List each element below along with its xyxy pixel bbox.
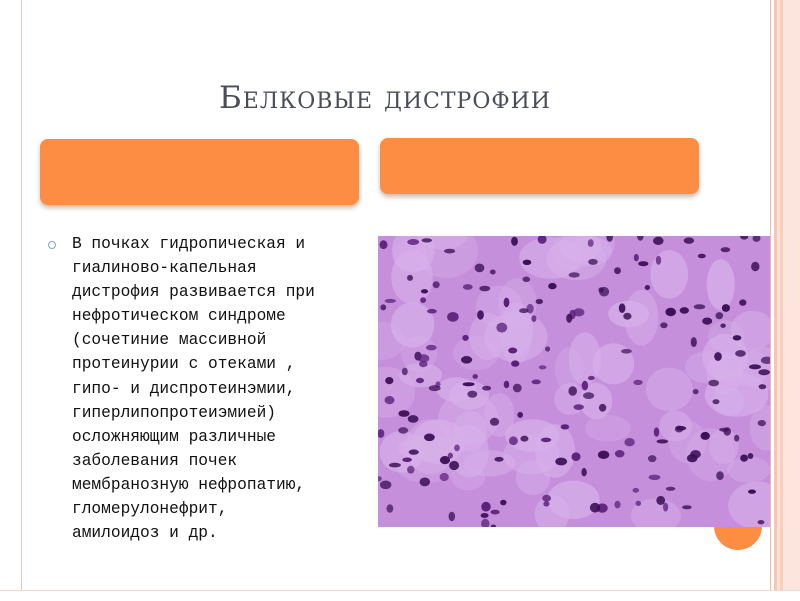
- cell-nucleus: [513, 384, 522, 393]
- cell-nucleus: [477, 310, 484, 319]
- cell-cytoplasm: [484, 393, 514, 437]
- cell-nucleus: [698, 254, 706, 259]
- cell-nucleus: [656, 439, 668, 443]
- cell-nucleus: [517, 412, 523, 418]
- cell-nucleus: [588, 239, 594, 247]
- orange-tab-right: [380, 138, 699, 194]
- cell-nucleus: [500, 500, 506, 506]
- cell-nucleus: [624, 438, 634, 446]
- cell-nucleus: [649, 475, 661, 480]
- cell-nucleus: [398, 427, 408, 434]
- cell-nucleus: [721, 247, 731, 252]
- cell-cytoplasm: [650, 250, 688, 299]
- cell-nucleus: [583, 392, 594, 399]
- histology-image: [378, 236, 770, 527]
- bullet-text: В почках гидропическая и гиалиново-капельная дистрофия развивается при нефротическом синдроме (сочетиние массивной протеинурии с отеками , гипо- и диспротеинэмии, гиперлипопротеиэмией) осложняющим различные заболевания почек мембранозную нефропатию, гломерулонефрит, амилоидоз и др.: [72, 235, 315, 543]
- cell-nucleus: [665, 308, 676, 316]
- cell-nucleus: [653, 237, 664, 245]
- cell-nucleus: [572, 452, 581, 461]
- cell-nucleus: [463, 382, 475, 386]
- cell-nucleus: [385, 396, 395, 404]
- cell-nucleus: [519, 308, 528, 313]
- cell-nucleus: [504, 381, 510, 389]
- cell-nucleus: [481, 513, 489, 518]
- cell-nucleus: [419, 361, 428, 367]
- orange-tab-left: [40, 139, 359, 205]
- cell-nucleus: [409, 449, 419, 454]
- cell-nucleus: [566, 314, 572, 323]
- cell-nucleus: [722, 304, 730, 312]
- cell-nucleus: [494, 457, 503, 462]
- cell-nucleus: [682, 505, 692, 509]
- cell-nucleus: [749, 364, 761, 369]
- cell-cytoplasm: [391, 302, 435, 347]
- cell-nucleus: [633, 380, 642, 385]
- cell-nucleus: [734, 435, 739, 442]
- cell-nucleus: [479, 286, 490, 292]
- frame-left-line: [21, 0, 22, 600]
- cell-nucleus: [387, 504, 394, 513]
- cell-nucleus: [420, 478, 431, 487]
- cell-nucleus: [675, 426, 683, 433]
- cell-nucleus: [539, 365, 547, 369]
- cell-nucleus: [531, 315, 536, 322]
- cell-nucleus: [429, 385, 441, 391]
- cell-nucleus: [462, 335, 468, 341]
- frame-right-stripes: [768, 0, 800, 600]
- cell-nucleus: [447, 312, 459, 322]
- cell-nucleus: [440, 456, 450, 464]
- cell-nucleus: [634, 254, 639, 261]
- cell-nucleus: [490, 270, 496, 275]
- cell-nucleus: [407, 239, 419, 245]
- cell-nucleus: [511, 237, 518, 246]
- cell-nucleus: [420, 297, 426, 303]
- cell-nucleus: [614, 501, 620, 509]
- cell-nucleus: [555, 458, 567, 466]
- cell-nucleus: [687, 454, 698, 462]
- cell-nucleus: [735, 350, 746, 357]
- cell-nucleus: [509, 436, 518, 445]
- cell-nucleus: [380, 304, 386, 310]
- cell-nucleus: [568, 386, 577, 396]
- cell-nucleus: [614, 267, 621, 274]
- slide-title: Белковые дистрофии: [218, 80, 552, 116]
- cell-nucleus: [440, 473, 449, 481]
- cell-nucleus: [716, 312, 724, 319]
- cell-nucleus: [740, 455, 748, 462]
- cell-cytoplasm: [707, 259, 735, 310]
- cell-nucleus: [719, 428, 729, 432]
- cell-nucleus: [449, 461, 459, 470]
- cell-nucleus: [402, 458, 412, 463]
- cell-nucleus: [496, 323, 507, 333]
- cell-nucleus: [541, 438, 551, 443]
- cell-nucleus: [490, 418, 499, 426]
- cell-nucleus: [621, 349, 632, 354]
- cell-cytoplasm: [476, 286, 523, 328]
- cell-nucleus: [416, 378, 424, 383]
- cell-nucleus: [407, 275, 413, 281]
- cell-cytoplasm: [516, 460, 550, 495]
- cell-cytoplasm: [646, 368, 693, 412]
- cell-nucleus: [581, 468, 586, 476]
- cell-nucleus: [666, 487, 676, 491]
- cell-nucleus: [449, 512, 456, 521]
- cell-nucleus: [422, 238, 433, 242]
- cell-nucleus: [708, 380, 719, 387]
- cell-nucleus: [680, 307, 689, 314]
- cell-nucleus: [759, 384, 767, 389]
- cell-nucleus: [408, 415, 419, 423]
- cell-nucleus: [461, 356, 472, 364]
- cell-nucleus: [491, 510, 500, 515]
- cell-nucleus: [582, 381, 588, 391]
- cell-nucleus: [407, 466, 414, 474]
- cell-nucleus: [402, 368, 408, 376]
- cell-nucleus: [660, 322, 667, 328]
- cell-nucleus: [702, 318, 712, 325]
- cell-nucleus: [733, 335, 742, 340]
- cell-nucleus: [424, 434, 435, 442]
- cell-nucleus: [751, 262, 759, 271]
- cell-nucleus: [523, 277, 531, 283]
- cell-nucleus: [380, 240, 388, 249]
- cell-nucleus: [720, 324, 725, 328]
- cell-nucleus: [545, 346, 550, 351]
- cell-nucleus: [714, 352, 722, 361]
- cell-nucleus: [648, 455, 656, 462]
- cell-nucleus: [389, 463, 401, 468]
- cell-nucleus: [511, 360, 519, 366]
- cell-nucleus: [481, 502, 490, 512]
- cell-nucleus: [656, 496, 665, 505]
- cell-nucleus: [758, 369, 770, 375]
- cell-cytoplasm: [555, 348, 583, 392]
- bullet-circle-icon: [48, 241, 56, 249]
- cell-nucleus: [619, 303, 626, 313]
- cell-nucleus: [598, 287, 603, 292]
- cell-nucleus: [385, 299, 396, 303]
- cell-nucleus: [548, 283, 556, 289]
- cell-nucleus: [427, 309, 437, 314]
- cell-nucleus: [473, 374, 478, 379]
- cell-cytoplasm: [585, 415, 631, 442]
- cell-nucleus: [520, 436, 528, 442]
- histology-micrograph: [378, 236, 770, 527]
- cell-nucleus: [691, 337, 697, 347]
- cell-nucleus: [599, 404, 606, 412]
- cell-nucleus: [615, 450, 625, 457]
- cell-nucleus: [590, 503, 600, 513]
- cell-nucleus: [638, 261, 648, 266]
- cell-nucleus: [463, 284, 473, 290]
- cell-nucleus: [588, 376, 595, 380]
- cell-nucleus: [561, 424, 570, 429]
- cell-nucleus: [684, 237, 694, 243]
- cell-nucleus: [380, 481, 391, 490]
- cell-nucleus: [623, 313, 631, 320]
- cell-nucleus: [482, 386, 491, 391]
- cell-nucleus: [588, 259, 598, 265]
- cell-nucleus: [532, 380, 541, 385]
- cell-nucleus: [574, 404, 584, 410]
- cell-nucleus: [454, 445, 460, 452]
- cell-nucleus: [739, 299, 746, 305]
- cell-nucleus: [716, 471, 724, 480]
- cell-nucleus: [656, 256, 661, 265]
- cell-nucleus: [645, 285, 650, 290]
- cell-nucleus: [748, 453, 754, 459]
- cell-nucleus: [758, 520, 765, 524]
- cell-nucleus: [421, 289, 428, 293]
- cell-nucleus: [758, 420, 766, 426]
- cell-nucleus: [654, 427, 659, 436]
- cell-cytoplasm: [547, 481, 599, 520]
- cell-nucleus: [444, 249, 455, 254]
- cell-nucleus: [508, 348, 517, 354]
- cell-nucleus: [475, 264, 485, 273]
- cell-nucleus: [467, 391, 477, 398]
- cell-nucleus: [542, 495, 551, 502]
- cell-nucleus: [433, 281, 440, 288]
- cell-nucleus: [385, 377, 393, 384]
- cell-cytoplasm: [406, 419, 455, 474]
- cell-nucleus: [663, 503, 668, 512]
- cell-nucleus: [713, 399, 720, 404]
- cell-nucleus: [523, 260, 532, 265]
- cell-nucleus: [694, 304, 706, 309]
- cell-nucleus: [701, 432, 710, 440]
- cell-nucleus: [426, 345, 437, 351]
- cell-nucleus: [633, 488, 640, 493]
- cell-nucleus: [543, 501, 549, 506]
- cell-nucleus: [748, 490, 756, 494]
- cell-nucleus: [504, 298, 510, 308]
- frame-bottom-line: [0, 590, 800, 601]
- cell-nucleus: [398, 410, 409, 417]
- cell-nucleus: [569, 272, 580, 277]
- cell-nucleus: [693, 389, 699, 394]
- cell-nucleus: [636, 501, 642, 506]
- cell-nucleus: [598, 451, 609, 459]
- cell-nucleus: [536, 299, 543, 304]
